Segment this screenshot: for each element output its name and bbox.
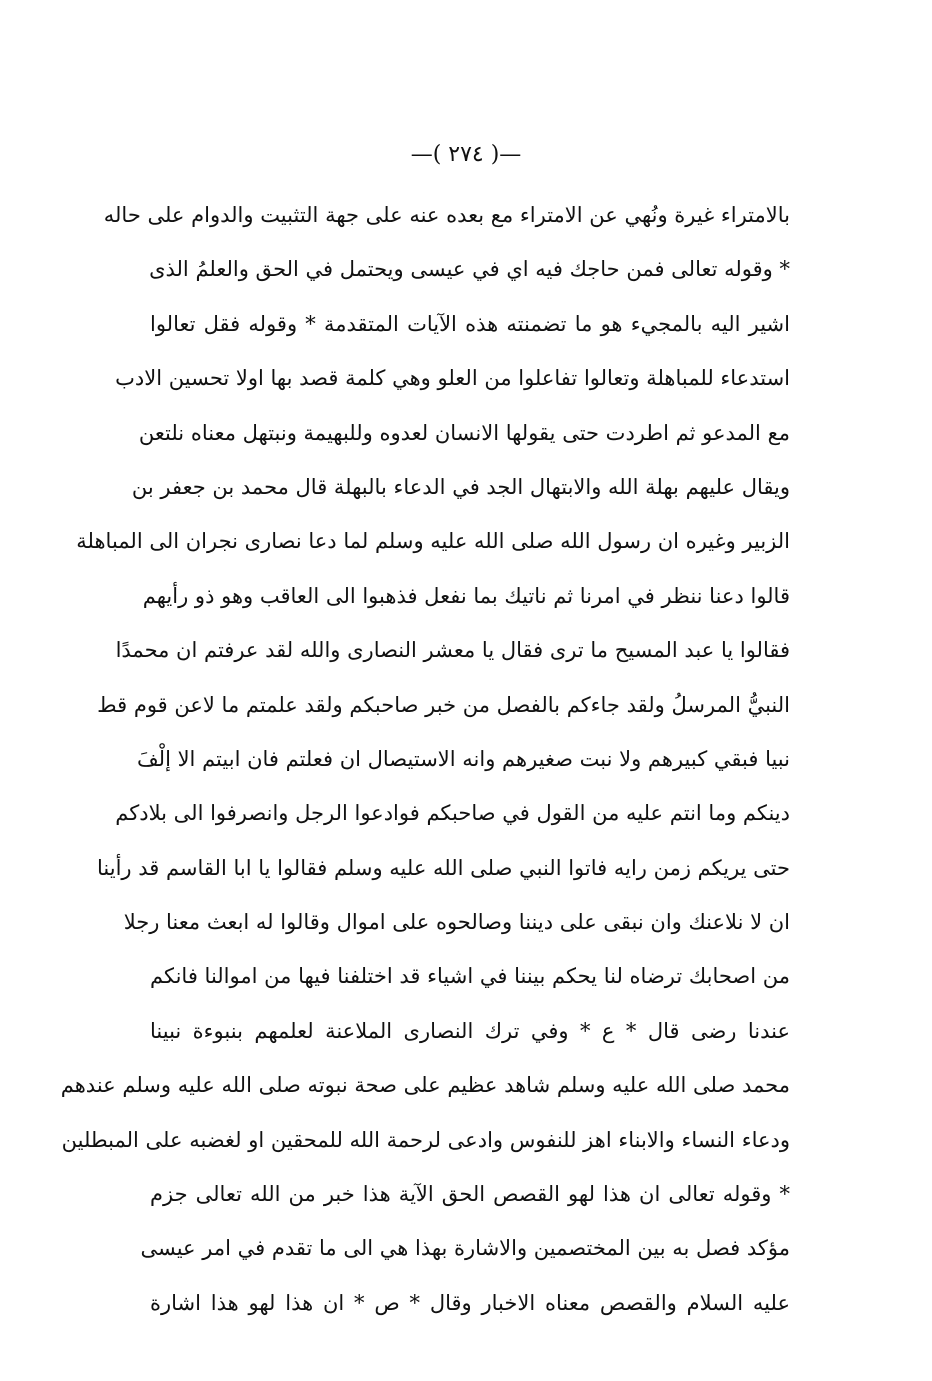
text-line: مع المدعو ثم اطردت حتى يقولها الانسان لعدوه وللبهيمة ونبتهل معناه نلتعن: [138, 420, 790, 445]
text-line: عندنا رضى قال * ع * وفي ترك النصارى الملاعنة لعلمهم بنبوءة نبينا: [150, 1018, 790, 1043]
text-line: بالامتراء غيرة ونُهي عن الامتراء مع بعده عنه على جهة التثبيت والدوام على حاله: [103, 203, 790, 227]
text-line: استدعاء للمباهلة وتعالوا تفاعلوا من العلو وهي كلمة قصد بها اولا تحسين الادب: [115, 366, 790, 391]
text-line: الزبير وغيره ان رسول الله صلى الله عليه وسلم لما دعا نصارى نجران الى المباهلة: [76, 529, 790, 554]
text-line: قالوا دعنا ننظر في امرنا ثم ناتيك بما نفعل فذهبوا الى العاقب وهو ذو رأيهم: [142, 583, 790, 608]
text-line: ودعاء النساء والابناء اهز للنفوس وادعى لرحمة الله للمحقين او لغضبه على المبطلين: [61, 1127, 790, 1152]
body-text: [60, 188, 790, 1330]
text-line: * وقوله تعالى فمن حاجك فيه اي في عيسى ويحتمل في الحق والعلمُ الذى: [149, 257, 790, 282]
text-line: فقالوا يا عبد المسيح ما ترى فقال يا معشر النصارى والله لقد عرفتم ان محمدًا: [115, 638, 790, 663]
text-line: النبيُّ المرسلُ ولقد جاءكم بالفصل من خبر صاحبكم ولقد علمتم ما لاعن قوم قط: [97, 692, 790, 717]
page-number-header: —( ٢٧٤ )—: [410, 142, 522, 167]
text-line: اشير اليه بالمجيء هو ما تضمنته هذه الآيات المتقدمة * وقوله فقل تعالوا: [150, 311, 790, 336]
text-line: عليه السلام والقصص معناه الاخبار وقال * ص * ان هذا لهو هذا اشارة: [150, 1290, 790, 1315]
text-line: * وقوله تعالى ان هذا لهو القصص الحق الآية هذا خبر من الله تعالى جزم: [150, 1182, 790, 1207]
text-line: نبيا فبقي كبيرهم ولا نبت صغيرهم وانه الاستيصال ان فعلتم فان ابيتم الا إلْفَ: [136, 746, 790, 771]
text-line: ويقال عليهم بهلة الله والابتهال الجد في الدعاء بالبهلة قال محمد بن جعفر بن: [131, 474, 790, 499]
text-line: محمد صلى الله عليه وسلم شاهد عظيم على صحة نبوته صلى الله عليه وسلم عندهم: [60, 1073, 790, 1098]
text-line: من اصحابك ترضاه لنا يحكم بيننا في اشياء قد اختلفنا فيها من اموالنا فانكم: [150, 964, 790, 989]
text-line: حتى يريكم زمن رايه فاتوا النبي صلى الله عليه وسلم فقالوا يا ابا القاسم قد رأينا: [96, 855, 790, 880]
text-line: مؤكد فصل به بين المختصمين والاشارة بهذا هي الى ما تقدم في امر عيسى: [140, 1236, 790, 1261]
text-line: ان لا نلاعنك وان نبقى على ديننا وصالحوه على اموال وقالوا له ابعث معنا رجلا: [123, 910, 790, 935]
text-line: دينكم وما انتم عليه من القول في صاحبكم فوادعوا الرجل وانصرفوا الى بلادكم: [115, 801, 790, 826]
